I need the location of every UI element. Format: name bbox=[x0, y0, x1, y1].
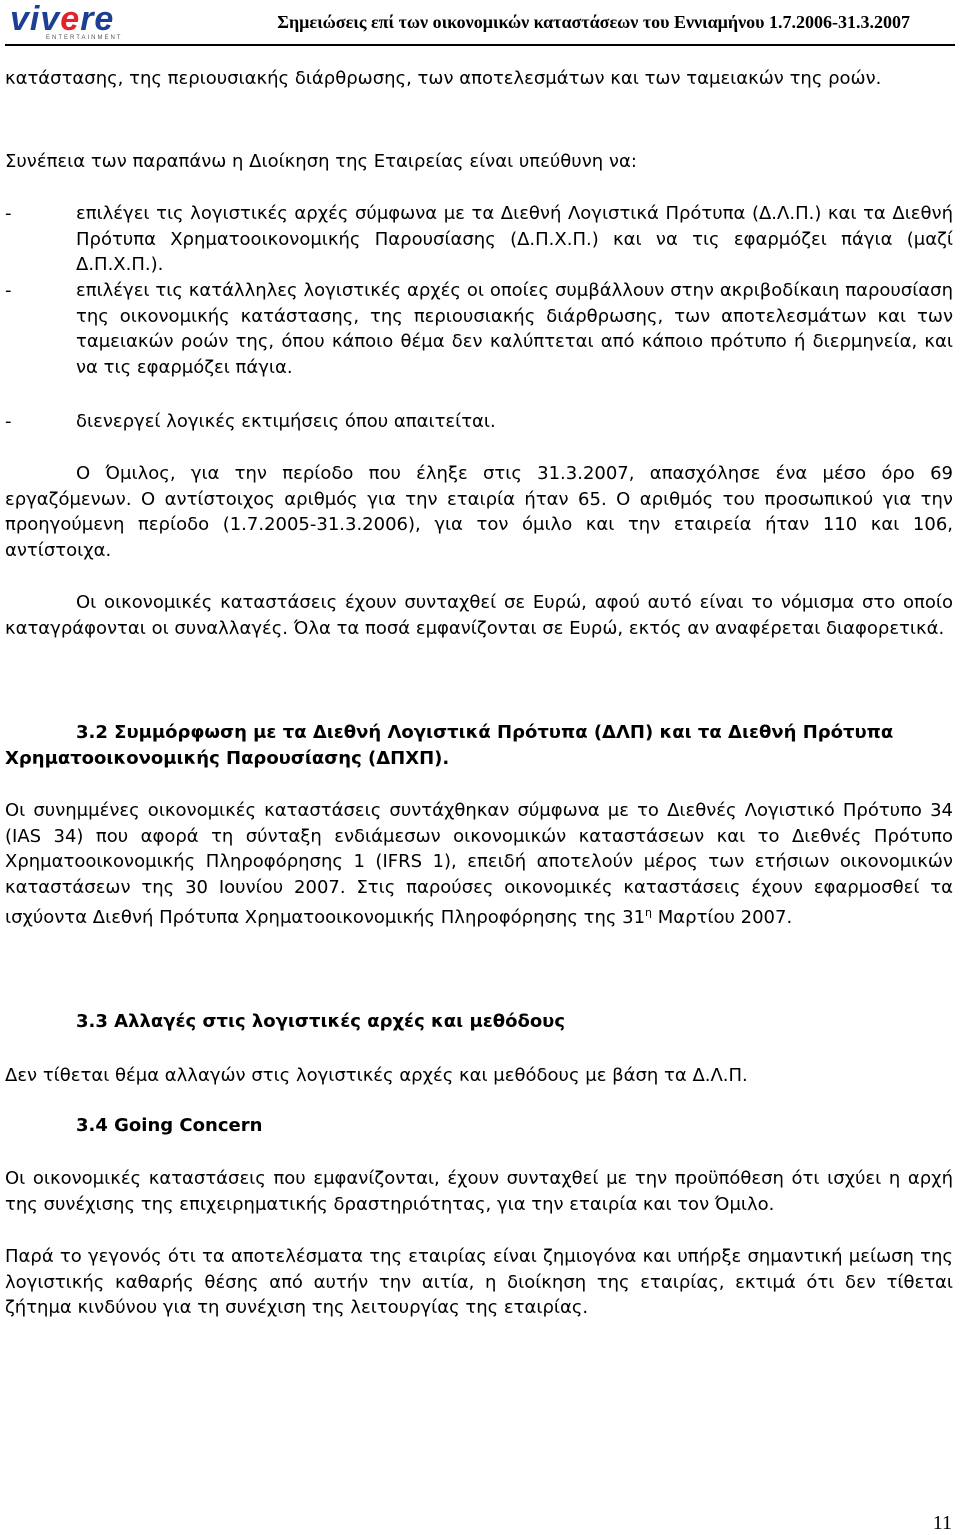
compliance-text-end: Μαρτίου 2007. bbox=[652, 907, 793, 928]
section-heading-3-3: 3.3 Αλλαγές στις λογιστικές αρχές και μεθόδους bbox=[76, 1011, 566, 1032]
bullet-dash: - bbox=[5, 280, 12, 301]
superscript: η bbox=[645, 906, 653, 919]
section-heading-3-2: 3.2 Συμμόρφωση με τα Διεθνή Λογιστικά Πρότυπα (ΔΛΠ) και τα Διεθνή Πρότυπα Χρηματοοικονομικής Παρουσίασης (ΔΠΧΠ). bbox=[5, 722, 894, 769]
paragraph-no-changes: Δεν τίθεται θέμα αλλαγών στις λογιστικές αρχές και μεθόδους με βάση τα Δ.Λ.Π. bbox=[5, 1065, 748, 1086]
bullet-item-3: διενεργεί λογικές εκτιμήσεις όπου απαιτείται. bbox=[76, 411, 496, 432]
paragraph-currency: Οι οικονομικές καταστάσεις έχουν συνταχθεί σε Ευρώ, αφού αυτό είναι το νόμισμα στο οποίο καταγράφονται οι συναλλαγές. Όλα τα ποσά εμφανίζονται σε Ευρώ, εκτός αν αναφέρεται διαφορετικά. bbox=[5, 592, 953, 639]
bullet-item-2: επιλέγει τις κατάλληλες λογιστικές αρχές οι οποίες συμβάλλουν στην ακριβοδίκαιη παρουσίαση της οικονομικής κατάστασης, της περιουσιακής διάρθρωσης, των αποτελεσμάτων και των ταμειακών ροών της, όπου κάποιο θέμα δεν καλύπτεται από κάποιο πρότυπο ή διερμηνεία, και να τις εφαρμόζει πάγια. bbox=[76, 280, 953, 378]
compliance-text: Οι συνημμένες οικονομικές καταστάσεις συντάχθηκαν σύμφωνα με το Διεθνές Λογιστικό Πρότυπο 34 (IAS 34) που αφορά τη σύνταξη ενδιάμεσων οικονομικών καταστάσεων και το Διεθνές Πρότυπο Χρηματοοικονομικής Πληροφόρησης 1 (IFRS 1), επειδή αποτελούν μέρος των ετήσιων οικονομικών καταστάσεων της 30 Ιουνίου 2007. Στις παρούσες οικονομικές καταστάσεις έχουν εφαρμοσθεί τα ισχύοντα Διεθνή Πρότυπα Χρηματοοικονομικής Πληροφόρησης της 31 bbox=[5, 800, 953, 928]
page-number: 11 bbox=[932, 1512, 952, 1534]
logo-subtitle: ENTERTAINMENT bbox=[46, 35, 123, 41]
paragraph-management-responsibility: Συνέπεια των παραπάνω η Διοίκηση της Εταιρείας είναι υπεύθυνη να: bbox=[5, 151, 637, 172]
bullet-dash: - bbox=[5, 203, 12, 224]
header-title: Σημειώσεις επί των οικονομικών καταστάσεων του Εννιαμήνου 1.7.2006-31.3.2007 bbox=[277, 12, 910, 32]
bullet-item-1: επιλέγει τις λογιστικές αρχές σύμφωνα με τα Διεθνή Λογιστικά Πρότυπα (Δ.Λ.Π.) και τα Διεθνή Πρότυπα Χρηματοοικονομικής Παρουσίασης (Δ.Π.Χ.Π.) και να τις εφαρμόζει πάγια (μαζί Δ.Π.Χ.Π.). bbox=[76, 203, 953, 275]
paragraph-going-concern: Οι οικονομικές καταστάσεις που εμφανίζονται, έχουν συνταχθεί με την προϋπόθεση ότι ισχύει η αρχή της συνέχισης της επιχειρηματικής δραστηριότητας, για την εταιρία και τον Όμιλο. bbox=[5, 1168, 953, 1215]
paragraph-intro-continuation: κατάστασης, της περιουσιακής διάρθρωσης, των αποτελεσμάτων και των ταμειακών της ροών. bbox=[5, 68, 882, 89]
bullet-dash: - bbox=[5, 411, 12, 432]
paragraph-employees: Ο Όμιλος, για την περίοδο που έληξε στις 31.3.2007, απασχόλησε ένα μέσο όρο 69 εργαζόμενων. Ο αντίστοιχος αριθμός για την εταιρία ήταν 65. Ο αριθμός του προσωπικού για την προηγούμενη περίοδο (1.7.2005-31.3.2006), για τον όμιλο και την εταιρεία ήταν 110 και 106, αντίστοιχα. bbox=[5, 463, 953, 561]
paragraph-losses: Παρά το γεγονός ότι τα αποτελέσματα της εταιρίας είναι ζημιογόνα και υπήρξε σημαντική μείωση της λογιστικής καθαρής θέσης από αυτήν την αιτία, η διοίκηση της εταιρίας, εκτιμά ότι δεν τίθεται ζήτημα κινδύνου για τη συνέχιση της λειτουργίας της εταιρίας. bbox=[5, 1246, 953, 1318]
section-heading-3-4: 3.4 Going Concern bbox=[76, 1115, 263, 1136]
paragraph-compliance bbox=[5, 798, 953, 931]
logo-wordmark: vivere bbox=[10, 0, 115, 38]
